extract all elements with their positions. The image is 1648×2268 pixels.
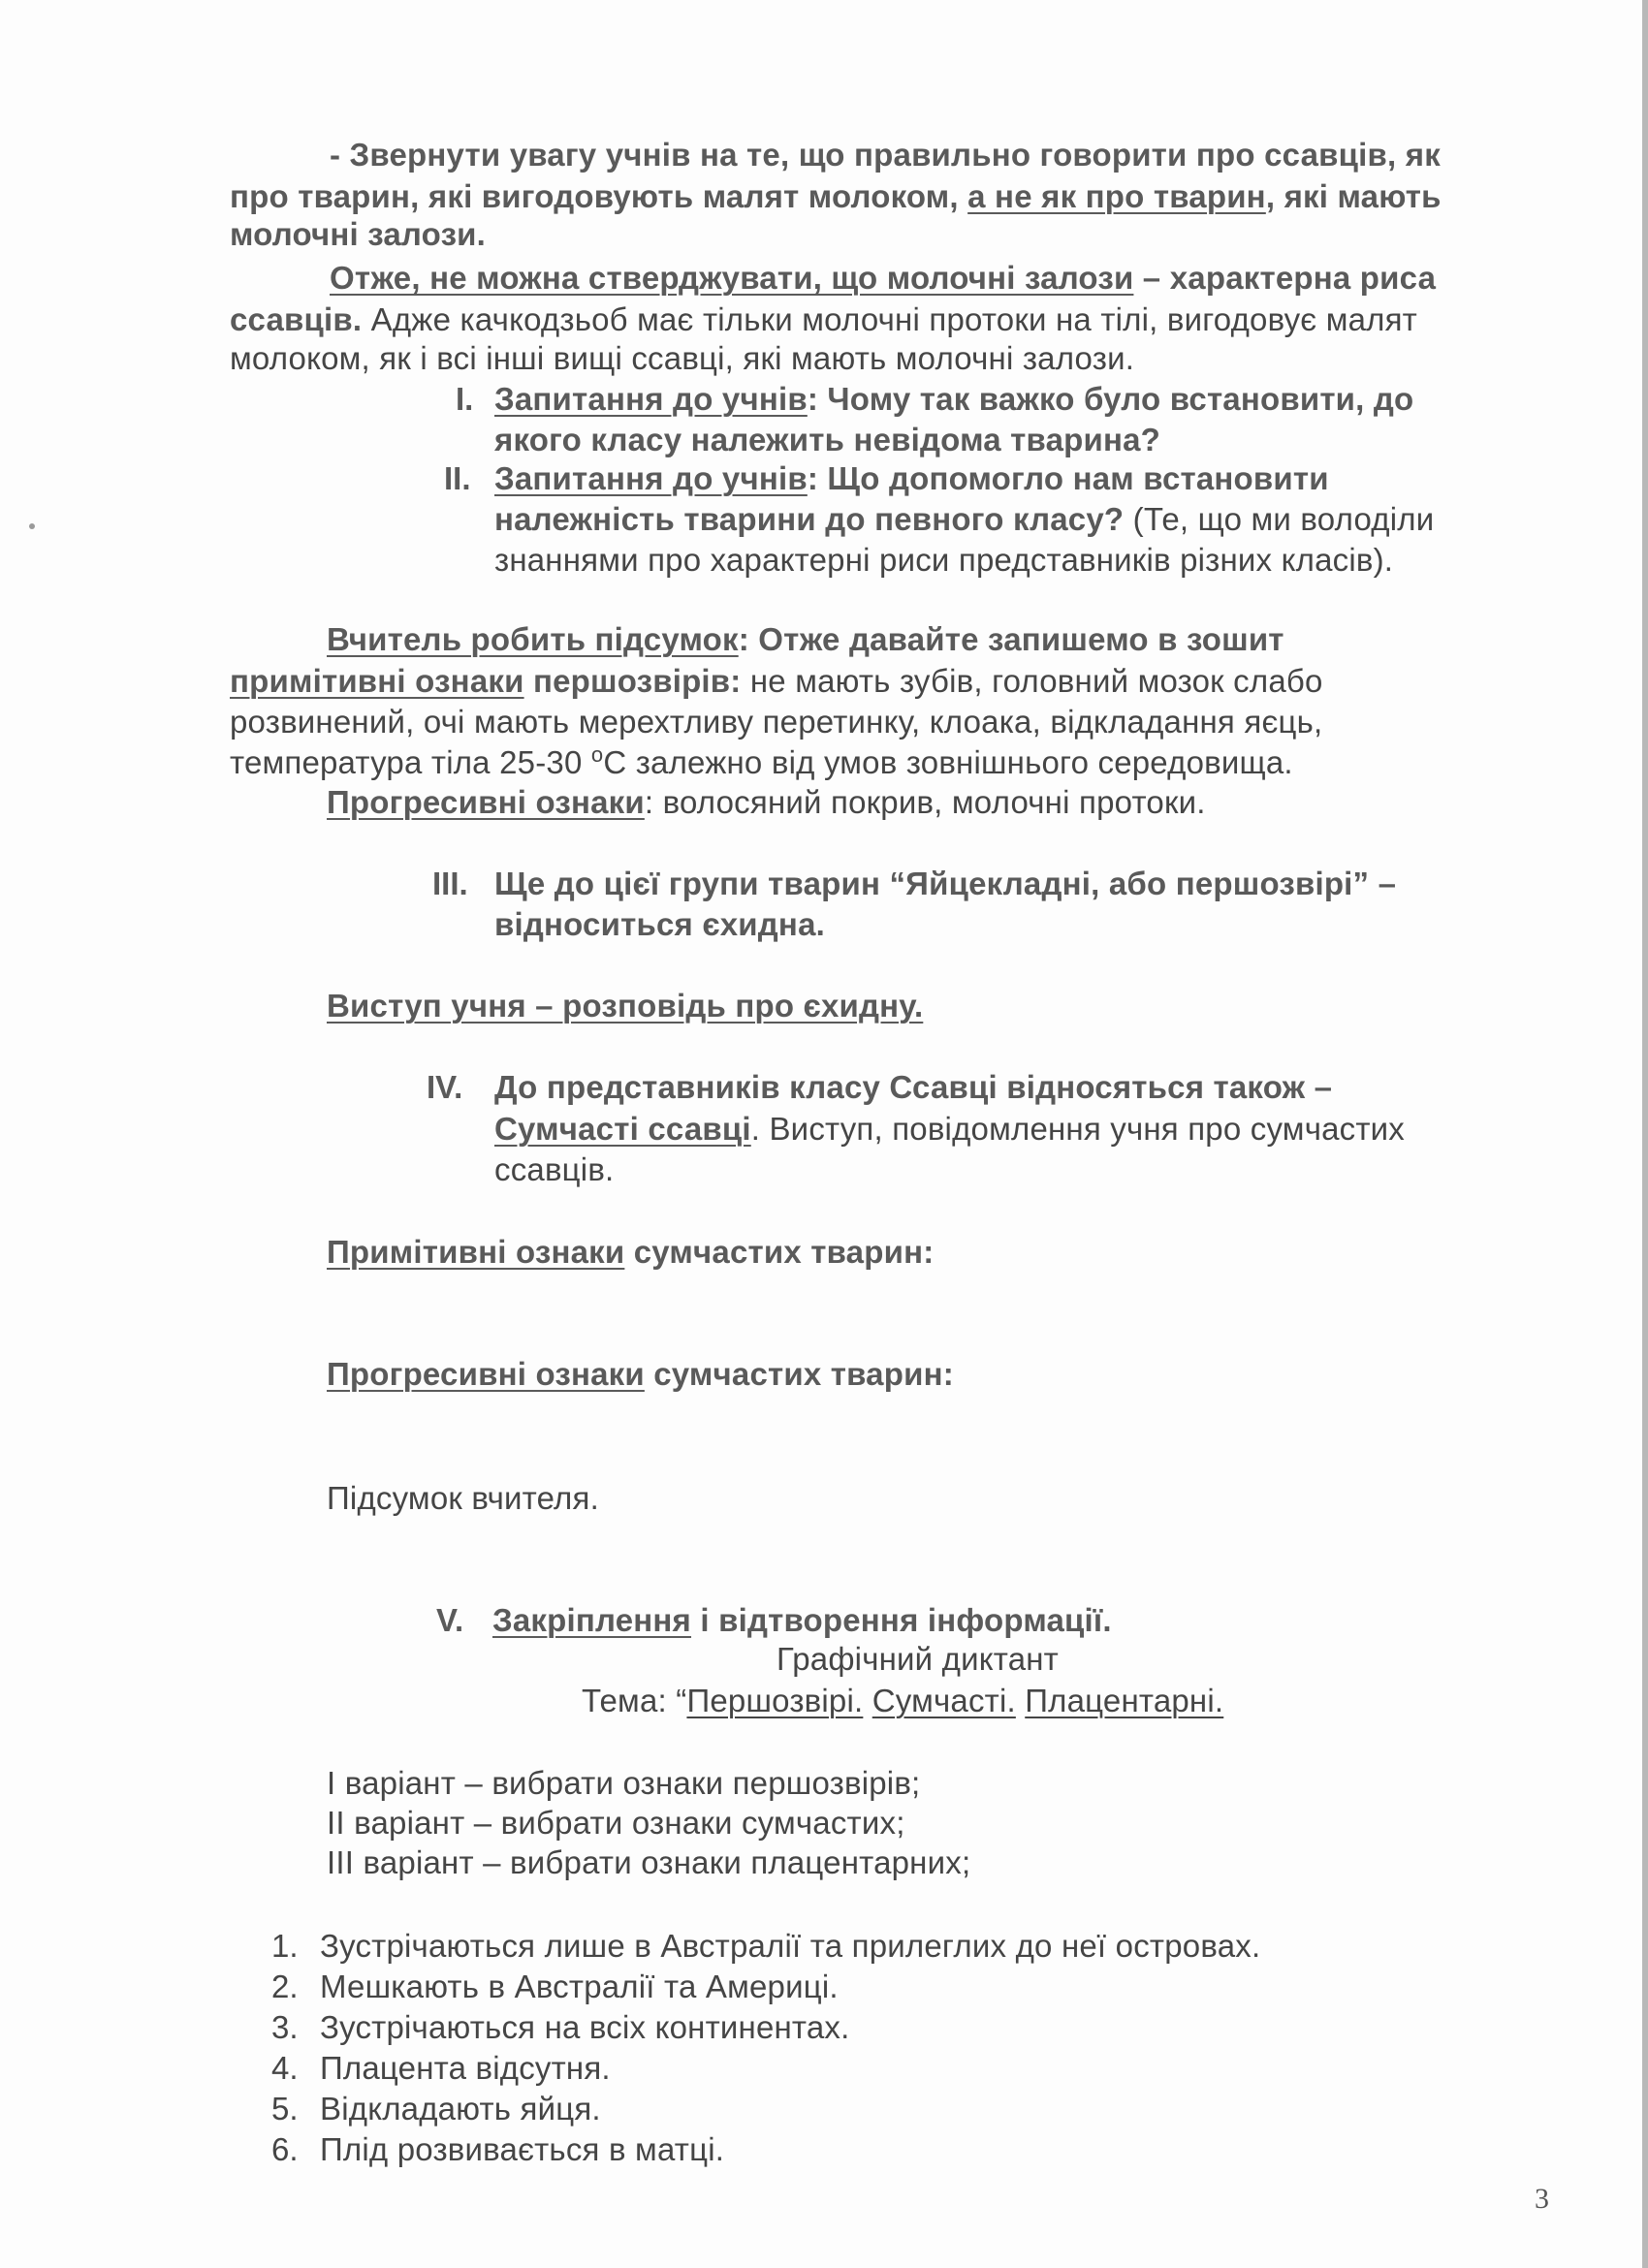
p4-number: IV. [427, 1069, 463, 1105]
q1-number: I. [456, 381, 474, 417]
topic-monotremes: Першозвірі. [686, 1683, 864, 1718]
q1-label: Запитання до учнів [494, 381, 808, 417]
list-item-number: 5. [271, 2091, 299, 2126]
teacher-summary: Підсумок вчителя. [327, 1480, 599, 1516]
p5-number: V. [436, 1602, 464, 1638]
page-number: 3 [1535, 2183, 1549, 2215]
p3-number: III. [432, 866, 468, 901]
q2-number: II. [444, 460, 471, 496]
intro-line-2 [230, 177, 1442, 216]
speech-echidna: Виступ учня – розповідь про єхидну. [327, 988, 924, 1024]
temperature-rest: С залежно від умов зовнішнього середовища. [603, 744, 1293, 780]
conclusion-line-3: молоком, як і всі інші вищі ссавці, які мають молочні залози. [230, 340, 1135, 376]
q2-line-1 [494, 459, 1329, 498]
p3-line-1: Ще до цієї групи тварин “Яйцекладні, або першозвірі” – [494, 866, 1397, 901]
intro-line-1: - Звернути увагу учнів на те, що правильно говорити про ссавців, як [330, 137, 1441, 173]
summary-label: Вчитель робить підсумок [327, 621, 739, 657]
marsupial-primitive-heading [327, 1233, 934, 1272]
list-item: Зустрічаються на всіх континентах. [320, 2009, 850, 2045]
list-item: Плід розвивається в матці. [320, 2131, 725, 2167]
marsupial-progressive-text: сумчастих тварин: [644, 1356, 954, 1392]
q2-plain: (Те, що ми володіли [1124, 501, 1435, 537]
p5-line [492, 1601, 1112, 1640]
q1-text: : Чому так важко було встановити, до [807, 381, 1414, 417]
list-item: Мешкають в Австралії та Америці. [320, 1969, 839, 2004]
q2-line-2 [494, 500, 1434, 539]
marsupial-progressive-heading [327, 1355, 954, 1394]
list-item-number: 6. [271, 2131, 299, 2167]
summary-line-5 [327, 783, 1206, 822]
variant-3: ІІІ варіант – вибрати ознаки плацентарних; [327, 1844, 971, 1880]
dictation-topic [582, 1682, 1223, 1720]
scan-edge [1642, 0, 1648, 2268]
marsupial-primitive-label: Примітивні ознаки [327, 1234, 625, 1270]
intro-line-3: молочні залози. [230, 216, 487, 252]
list-item: Зустрічаються лише в Австралії та прилеглих до неї островах. [320, 1928, 1261, 1964]
q2-line-3: знаннями про характерні риси представників різних класів). [494, 542, 1394, 578]
summary-line-4 [230, 743, 1293, 782]
p5-label: Закріплення [492, 1602, 692, 1638]
summary-line-2 [230, 662, 1323, 701]
variant-1: І варіант – вибрати ознаки першозвірів; [327, 1765, 921, 1801]
summary-text: : Отже давайте запишемо в зошит [738, 621, 1284, 657]
p4-line-1: До представників класу Ссавці відносяться також – [494, 1069, 1333, 1105]
list-item-number: 4. [271, 2050, 299, 2086]
marsupial-progressive-label: Прогресивні ознаки [327, 1356, 645, 1392]
q2-bold: належність тварини до певного класу? [494, 501, 1125, 537]
topic-placentals: Плацентарні. [1025, 1683, 1224, 1718]
conclusion-rest: – характерна риса [1133, 260, 1437, 296]
conclusion-line-2 [230, 300, 1417, 339]
p5-text: і відтворення інформації. [691, 1602, 1112, 1638]
p4-plain: . Виступ, повідомлення учня про сумчастих [750, 1111, 1405, 1147]
progressive-label: Прогресивні ознаки [327, 784, 645, 820]
primitive-bold: першозвірів: [523, 663, 742, 699]
topic-marsupials: Сумчасті. [872, 1683, 1016, 1718]
primitive-label: примітивні ознаки [230, 663, 524, 699]
summary-line-1 [327, 620, 1284, 659]
q2-label: Запитання до учнів [494, 460, 808, 496]
list-item-number: 2. [271, 1969, 299, 2004]
list-item: Відкладають яйця. [320, 2091, 601, 2126]
scan-speck [29, 523, 35, 529]
q2-text: : Що допомогло нам встановити [807, 460, 1329, 496]
topic-prefix: Тема: “ [582, 1683, 687, 1718]
variant-2: ІІ варіант – вибрати ознаки сумчастих; [327, 1805, 905, 1841]
marsupial-primitive-text: сумчастих тварин: [624, 1234, 935, 1270]
q1-line-1 [494, 380, 1413, 419]
temperature-text: температура тіла 25-30 [230, 744, 591, 780]
p4-line-3: ссавців. [494, 1151, 615, 1187]
conclusion-plain: Адже качкодзьоб має тільки молочні протоки на тілі, вигодовує малят [362, 301, 1417, 337]
intro-text-end: , які мають [1265, 178, 1442, 214]
progressive-text: : волосяний покрив, молочні протоки. [644, 784, 1206, 820]
primitive-plain: не мають зубів, головний мозок слабо [741, 663, 1323, 699]
list-item-number: 1. [271, 1928, 299, 1964]
conclusion-underlined: Отже, не можна стверджувати, що молочні залози [330, 260, 1134, 296]
dictation-title: Графічний диктант [776, 1641, 1059, 1677]
intro-underlined: а не як про тварин [967, 178, 1266, 214]
intro-text: про тварин, які вигодовують малят молоком, [230, 178, 968, 214]
marsupial-label: Сумчасті ссавці [494, 1111, 751, 1147]
degree-sign: o [590, 742, 604, 767]
conclusion-line-1 [330, 259, 1436, 298]
conclusion-bold: ссавців. [230, 301, 363, 337]
p3-line-2: відноситься єхидна. [494, 906, 825, 942]
p4-line-2 [494, 1110, 1405, 1149]
summary-line-3: розвинений, очі мають мерехтливу перетинку, клоака, відкладання яєць, [230, 704, 1323, 740]
list-item-number: 3. [271, 2009, 299, 2045]
q1-line-2: якого класу належить невідома тварина? [494, 422, 1161, 457]
list-item: Плацента відсутня. [320, 2050, 611, 2086]
